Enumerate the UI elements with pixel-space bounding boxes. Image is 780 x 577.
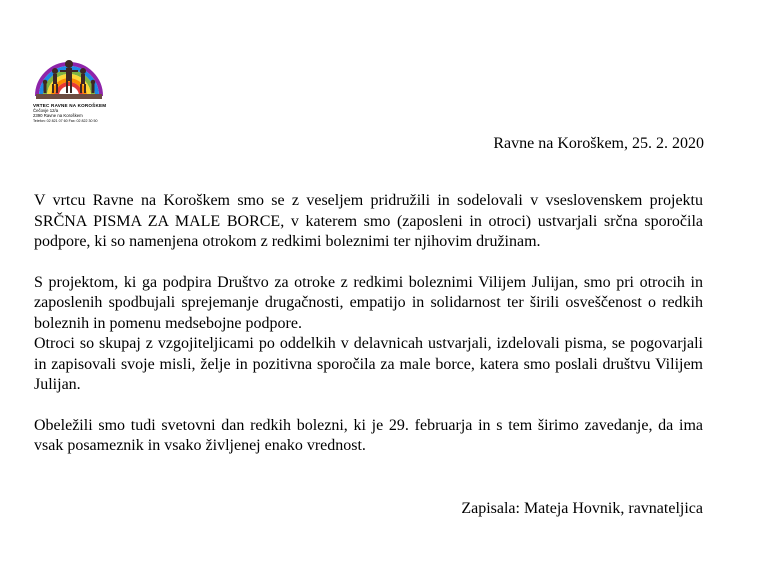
logo-address-city: 2390 Ravne na Koroškem [33, 113, 83, 119]
kindergarten-logo [33, 40, 105, 132]
author-signature: Zapisala: Mateja Hovnik, ravnateljica [461, 500, 703, 517]
paragraph-rare-disease-day: Obeležili smo tudi svetovni dan redkih bolezni, ki je 29. februarja in s tem širimo zavedanje, da ima vsak posameznik in vsako življenej enako vrednost. [34, 416, 703, 454]
letter-body [34, 191, 703, 457]
logo-address-street: Čečovje 12/a [33, 108, 59, 113]
place-and-date: Ravne na Koroškem, 25. 2. 2020 [493, 135, 704, 152]
paragraph-project-support: S projektom, ki ga podpira Društvo za otroke z redkimi boleznimi Vilijem Julijan, smo pri otrocih in zaposlenih spodbujali sprejemanje drugačnosti, empatijo in solidarnost ter širili osveščenost o redkih boleznih in pomenu medsebojne podpore. [34, 273, 703, 332]
paragraph-children-workshops: Otroci so skupaj z vzgojiteljicami po oddelkih v delavnicah ustvarjali, izdelovali pisma, se pogovarjali in zapisovali svoje misli, želje in pozitivna sporočila za male borce, katera smo poslali društvu Vilijem Julijan. [34, 335, 703, 393]
logo-kindergarten-name: VRTEC RAVNE NA KOROŠKEM [33, 103, 107, 108]
paragraph-intro: V vrtcu Ravne na Koroškem smo se z veseljem pridružili in sodelovali v vseslovenskem projektu SRČNA PISMA ZA MALE BORCE, v katerem smo (zaposleni in otroci) ustvarjali srčna sporočila podpore, ki so namenjena otrokom z redkimi boleznimi ter njihovim družinam. [34, 192, 703, 250]
rainbow-children-emblem [33, 40, 105, 102]
logo-phone-fax: Telefon: 02 821 07 60 Fax: 02 822 30 50 [33, 118, 98, 123]
